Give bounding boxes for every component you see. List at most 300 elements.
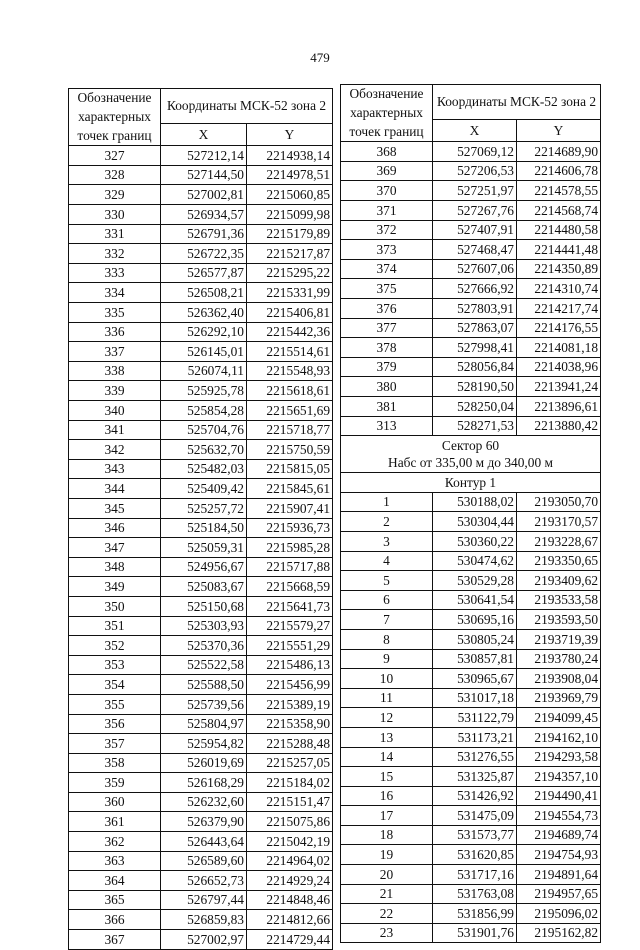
coord-x: 526797,44 <box>161 890 247 910</box>
coord-y: 2193533,58 <box>517 590 601 610</box>
coord-y: 2215750,59 <box>247 440 333 460</box>
coord-x: 527002,81 <box>161 185 247 205</box>
point-number: 346 <box>69 518 161 538</box>
point-number: 341 <box>69 420 161 440</box>
table-row <box>341 590 601 610</box>
coord-y: 2215179,89 <box>247 224 333 244</box>
point-number: 375 <box>341 279 433 299</box>
table-row <box>69 518 333 538</box>
coord-y: 2215406,81 <box>247 303 333 323</box>
coord-y: 2214929,24 <box>247 871 333 891</box>
table-row <box>341 923 601 943</box>
coord-y: 2214350,89 <box>517 259 601 279</box>
point-number: 370 <box>341 181 433 201</box>
coord-y: 2215288,48 <box>247 734 333 754</box>
coord-x: 528190,50 <box>433 377 517 397</box>
coord-y: 2214038,96 <box>517 357 601 377</box>
point-number: 313 <box>341 416 433 436</box>
coord-y: 2215295,22 <box>247 263 333 283</box>
coord-x: 525059,31 <box>161 538 247 558</box>
coord-x: 526859,83 <box>161 910 247 930</box>
coord-y: 2193350,65 <box>517 551 601 571</box>
table-row <box>341 201 601 221</box>
point-number: 353 <box>69 655 161 675</box>
coord-x: 526292,10 <box>161 322 247 342</box>
coord-x: 531763,08 <box>433 884 517 904</box>
table-row <box>341 161 601 181</box>
coord-y: 2193593,50 <box>517 610 601 630</box>
coord-y: 2215548,93 <box>247 361 333 381</box>
coord-y: 2215514,61 <box>247 342 333 362</box>
table-row <box>69 361 333 381</box>
point-number: 379 <box>341 357 433 377</box>
table-row <box>341 551 601 571</box>
coord-y: 2215099,98 <box>247 205 333 225</box>
coord-x: 527803,91 <box>433 299 517 319</box>
table-row <box>69 930 333 950</box>
point-number: 4 <box>341 551 433 571</box>
coord-y: 2194490,41 <box>517 786 601 806</box>
coord-y: 2194357,10 <box>517 767 601 787</box>
table-row <box>341 299 601 319</box>
point-number: 337 <box>69 342 161 362</box>
table-row <box>69 224 333 244</box>
point-number: 331 <box>69 224 161 244</box>
table-row <box>69 146 333 166</box>
coord-y: 2214606,78 <box>517 161 601 181</box>
point-number: 1 <box>341 492 433 512</box>
coord-x: 530805,24 <box>433 629 517 649</box>
point-number: 3 <box>341 531 433 551</box>
point-number: 371 <box>341 201 433 221</box>
coord-x: 525804,97 <box>161 714 247 734</box>
coord-x: 531017,18 <box>433 688 517 708</box>
page-number: 479 <box>310 50 330 65</box>
table-row <box>69 616 333 636</box>
coord-x: 531276,55 <box>433 747 517 767</box>
table-row <box>69 636 333 656</box>
table-row <box>69 381 333 401</box>
coord-y: 2214568,74 <box>517 201 601 221</box>
coord-x: 531475,09 <box>433 806 517 826</box>
coord-x: 530965,67 <box>433 669 517 689</box>
table-row <box>69 185 333 205</box>
point-number: 348 <box>69 557 161 577</box>
coord-x: 531173,21 <box>433 727 517 747</box>
table-row <box>341 825 601 845</box>
table-row <box>69 165 333 185</box>
table-row <box>341 865 601 885</box>
point-number: 345 <box>69 498 161 518</box>
point-number: 347 <box>69 538 161 558</box>
point-number: 373 <box>341 240 433 260</box>
coord-x: 525370,36 <box>161 636 247 656</box>
point-number: 364 <box>69 871 161 891</box>
table-row <box>69 459 333 479</box>
coord-y: 2214848,46 <box>247 890 333 910</box>
coord-y: 2215442,36 <box>247 322 333 342</box>
point-number: 332 <box>69 244 161 264</box>
coord-x: 530360,22 <box>433 531 517 551</box>
coord-x: 525588,50 <box>161 675 247 695</box>
point-number: 7 <box>341 610 433 630</box>
point-number: 377 <box>341 318 433 338</box>
point-number: 19 <box>341 845 433 865</box>
point-number: 376 <box>341 299 433 319</box>
coord-x: 525632,70 <box>161 440 247 460</box>
coord-x: 528271,53 <box>433 416 517 436</box>
point-number: 20 <box>341 865 433 885</box>
coord-x: 530474,62 <box>433 551 517 571</box>
coord-y: 2213896,61 <box>517 397 601 417</box>
point-number: 339 <box>69 381 161 401</box>
coord-y: 2214081,18 <box>517 338 601 358</box>
coord-y: 2214578,55 <box>517 181 601 201</box>
point-number: 5 <box>341 571 433 591</box>
coord-y: 2215217,87 <box>247 244 333 264</box>
point-number: 369 <box>341 161 433 181</box>
point-number: 21 <box>341 884 433 904</box>
point-number: 356 <box>69 714 161 734</box>
coord-x: 526508,21 <box>161 283 247 303</box>
coord-y: 2214978,51 <box>247 165 333 185</box>
point-number: 361 <box>69 812 161 832</box>
table-row <box>69 871 333 891</box>
table-row <box>341 531 601 551</box>
point-number: 333 <box>69 263 161 283</box>
coord-y: 2214938,14 <box>247 146 333 166</box>
coord-y: 2215331,99 <box>247 283 333 303</box>
coord-y: 2215717,88 <box>247 557 333 577</box>
coord-y: 2215151,47 <box>247 792 333 812</box>
header-y: Y <box>517 120 601 142</box>
table-row <box>69 714 333 734</box>
point-number: 358 <box>69 753 161 773</box>
coord-x: 526145,01 <box>161 342 247 362</box>
point-number: 22 <box>341 904 433 924</box>
coord-x: 527666,92 <box>433 279 517 299</box>
point-number: 365 <box>69 890 161 910</box>
coord-y: 2215184,02 <box>247 773 333 793</box>
point-number: 378 <box>341 338 433 358</box>
table-row <box>69 890 333 910</box>
coord-x: 525184,50 <box>161 518 247 538</box>
coord-x: 526232,60 <box>161 792 247 812</box>
point-number: 352 <box>69 636 161 656</box>
coord-y: 2195162,82 <box>517 923 601 943</box>
coord-y: 2213941,24 <box>517 377 601 397</box>
coord-x: 530304,44 <box>433 512 517 532</box>
coord-y: 2215257,05 <box>247 753 333 773</box>
coord-y: 2215579,27 <box>247 616 333 636</box>
header-coords-title: Координаты МСК-52 зона 2 <box>161 89 333 124</box>
coord-x: 525854,28 <box>161 401 247 421</box>
table-row <box>341 884 601 904</box>
point-number: 374 <box>341 259 433 279</box>
header-point-label: Обозначение характерных точек границ <box>341 85 433 142</box>
coord-y: 2215907,41 <box>247 498 333 518</box>
coord-y: 2215075,86 <box>247 812 333 832</box>
coord-x: 530529,28 <box>433 571 517 591</box>
table-row <box>69 851 333 871</box>
coord-y: 2215358,90 <box>247 714 333 734</box>
coord-x: 526379,90 <box>161 812 247 832</box>
table-row <box>341 512 601 532</box>
point-number: 342 <box>69 440 161 460</box>
table-row <box>341 357 601 377</box>
table-row <box>341 786 601 806</box>
coord-x: 527144,50 <box>161 165 247 185</box>
point-number: 357 <box>69 734 161 754</box>
coord-x: 527212,14 <box>161 146 247 166</box>
point-number: 355 <box>69 694 161 714</box>
coord-x: 526168,29 <box>161 773 247 793</box>
table-row <box>69 322 333 342</box>
point-number: 2 <box>341 512 433 532</box>
coord-y: 2214217,74 <box>517 299 601 319</box>
table-row <box>69 498 333 518</box>
point-number: 362 <box>69 832 161 852</box>
coord-x: 527206,53 <box>433 161 517 181</box>
point-number: 336 <box>69 322 161 342</box>
header-y: Y <box>247 124 333 146</box>
coord-y: 2215985,28 <box>247 538 333 558</box>
table-row <box>341 338 601 358</box>
point-number: 15 <box>341 767 433 787</box>
point-number: 329 <box>69 185 161 205</box>
table-row <box>69 303 333 323</box>
coord-y: 2215815,05 <box>247 459 333 479</box>
coord-x: 525409,42 <box>161 479 247 499</box>
coord-y: 2215042,19 <box>247 832 333 852</box>
coord-x: 526019,69 <box>161 753 247 773</box>
table-row <box>69 440 333 460</box>
point-number: 360 <box>69 792 161 812</box>
table-row <box>341 904 601 924</box>
point-number: 328 <box>69 165 161 185</box>
point-number: 13 <box>341 727 433 747</box>
sector-subtitle: Набс от 335,00 м до 340,00 м <box>388 455 553 471</box>
table-row <box>69 479 333 499</box>
point-number: 344 <box>69 479 161 499</box>
coord-x: 530188,02 <box>433 492 517 512</box>
table-row <box>341 747 601 767</box>
coord-x: 527998,41 <box>433 338 517 358</box>
coord-x: 525704,76 <box>161 420 247 440</box>
coord-x: 531856,99 <box>433 904 517 924</box>
point-number: 9 <box>341 649 433 669</box>
point-number: 366 <box>69 910 161 930</box>
table-row <box>341 220 601 240</box>
coord-x: 527267,76 <box>433 201 517 221</box>
coord-y: 2215389,19 <box>247 694 333 714</box>
coord-y: 2193170,57 <box>517 512 601 532</box>
table-row <box>341 708 601 728</box>
coord-x: 526577,87 <box>161 263 247 283</box>
table-row <box>341 688 601 708</box>
point-number: 327 <box>69 146 161 166</box>
point-number: 372 <box>341 220 433 240</box>
table-row <box>341 767 601 787</box>
coord-y: 2215060,85 <box>247 185 333 205</box>
coord-x: 525083,67 <box>161 577 247 597</box>
coord-y: 2214729,44 <box>247 930 333 950</box>
coord-x: 525482,03 <box>161 459 247 479</box>
coord-y: 2193780,24 <box>517 649 601 669</box>
table-row <box>69 773 333 793</box>
coord-x: 531620,85 <box>433 845 517 865</box>
coord-x: 531901,76 <box>433 923 517 943</box>
table-row <box>69 263 333 283</box>
header-point-label: Обозначение характерных точек границ <box>69 89 161 146</box>
table-row <box>69 675 333 695</box>
coord-y: 2215618,61 <box>247 381 333 401</box>
point-number: 359 <box>69 773 161 793</box>
table-row <box>69 244 333 264</box>
point-number: 350 <box>69 596 161 616</box>
coord-x: 526074,11 <box>161 361 247 381</box>
table-row <box>341 377 601 397</box>
point-number: 17 <box>341 806 433 826</box>
coord-x: 526722,35 <box>161 244 247 264</box>
point-number: 10 <box>341 669 433 689</box>
point-number: 349 <box>69 577 161 597</box>
coord-y: 2215551,29 <box>247 636 333 656</box>
table-row <box>69 734 333 754</box>
coord-y: 2215845,61 <box>247 479 333 499</box>
coord-x: 530857,81 <box>433 649 517 669</box>
coord-y: 2193908,04 <box>517 669 601 689</box>
table-row <box>341 669 601 689</box>
table-row <box>69 792 333 812</box>
point-number: 8 <box>341 629 433 649</box>
point-number: 338 <box>69 361 161 381</box>
coord-y: 2194891,64 <box>517 865 601 885</box>
coord-x: 527069,12 <box>433 142 517 162</box>
coord-x: 527863,07 <box>433 318 517 338</box>
coord-x: 526652,73 <box>161 871 247 891</box>
coord-x: 525522,58 <box>161 655 247 675</box>
coord-x: 527468,47 <box>433 240 517 260</box>
coord-x: 525303,93 <box>161 616 247 636</box>
coord-y: 2214689,90 <box>517 142 601 162</box>
point-number: 23 <box>341 923 433 943</box>
table-row <box>341 571 601 591</box>
table-row <box>341 240 601 260</box>
coord-y: 2193228,67 <box>517 531 601 551</box>
table-row <box>69 401 333 421</box>
table-row <box>69 753 333 773</box>
point-number: 368 <box>341 142 433 162</box>
right-table-body-b <box>341 492 601 943</box>
coord-x: 530695,16 <box>433 610 517 630</box>
coord-y: 2215651,69 <box>247 401 333 421</box>
coord-x: 526362,40 <box>161 303 247 323</box>
coord-y: 2215456,99 <box>247 675 333 695</box>
table-row <box>69 832 333 852</box>
table-row <box>69 577 333 597</box>
table-row <box>341 279 601 299</box>
table-row <box>341 416 601 436</box>
table-row <box>341 492 601 512</box>
table-row <box>341 259 601 279</box>
point-number: 330 <box>69 205 161 225</box>
coord-y: 2193719,39 <box>517 629 601 649</box>
header-x: X <box>433 120 517 142</box>
table-row <box>69 538 333 558</box>
coord-y: 2194957,65 <box>517 884 601 904</box>
table-row <box>69 596 333 616</box>
point-number: 354 <box>69 675 161 695</box>
table-row <box>69 910 333 930</box>
coord-y: 2215641,73 <box>247 596 333 616</box>
left-table-body <box>69 146 333 949</box>
header-x: X <box>161 124 247 146</box>
point-number: 11 <box>341 688 433 708</box>
coord-x: 526791,36 <box>161 224 247 244</box>
coord-x: 531122,79 <box>433 708 517 728</box>
contour-heading: Контур 1 <box>341 473 601 493</box>
table-row <box>69 205 333 225</box>
coord-x: 527607,06 <box>433 259 517 279</box>
coord-y: 2214441,48 <box>517 240 601 260</box>
coord-y: 2194554,73 <box>517 806 601 826</box>
table-row <box>341 397 601 417</box>
coord-y: 2194293,58 <box>517 747 601 767</box>
point-number: 6 <box>341 590 433 610</box>
coord-y: 2214176,55 <box>517 318 601 338</box>
point-number: 340 <box>69 401 161 421</box>
coord-x: 530641,54 <box>433 590 517 610</box>
coord-y: 2193969,79 <box>517 688 601 708</box>
coord-y: 2215936,73 <box>247 518 333 538</box>
coord-y: 2215718,77 <box>247 420 333 440</box>
coord-x: 525954,82 <box>161 734 247 754</box>
coord-y: 2214480,58 <box>517 220 601 240</box>
table-row <box>69 812 333 832</box>
right-table-body-a <box>341 142 601 436</box>
coord-y: 2195096,02 <box>517 904 601 924</box>
coord-x: 526443,64 <box>161 832 247 852</box>
coord-x: 525150,68 <box>161 596 247 616</box>
table-row <box>341 629 601 649</box>
table-row <box>341 181 601 201</box>
coord-x: 524956,67 <box>161 557 247 577</box>
table-row <box>341 727 601 747</box>
table-row <box>69 694 333 714</box>
coord-y: 2194099,45 <box>517 708 601 728</box>
table-row <box>69 420 333 440</box>
coord-x: 531717,16 <box>433 865 517 885</box>
coord-x: 528056,84 <box>433 357 517 377</box>
table-row <box>341 649 601 669</box>
sector-heading <box>341 436 601 473</box>
table-row <box>341 806 601 826</box>
header-coords-title: Координаты МСК-52 зона 2 <box>433 85 601 120</box>
table-row <box>341 142 601 162</box>
coord-x: 526589,60 <box>161 851 247 871</box>
coord-x: 528250,04 <box>433 397 517 417</box>
coord-y: 2194689,74 <box>517 825 601 845</box>
coord-x: 531573,77 <box>433 825 517 845</box>
table-row <box>69 557 333 577</box>
coord-y: 2214310,74 <box>517 279 601 299</box>
coord-x: 525257,72 <box>161 498 247 518</box>
coord-y: 2194754,93 <box>517 845 601 865</box>
coord-y: 2215668,59 <box>247 577 333 597</box>
point-number: 12 <box>341 708 433 728</box>
point-number: 343 <box>69 459 161 479</box>
